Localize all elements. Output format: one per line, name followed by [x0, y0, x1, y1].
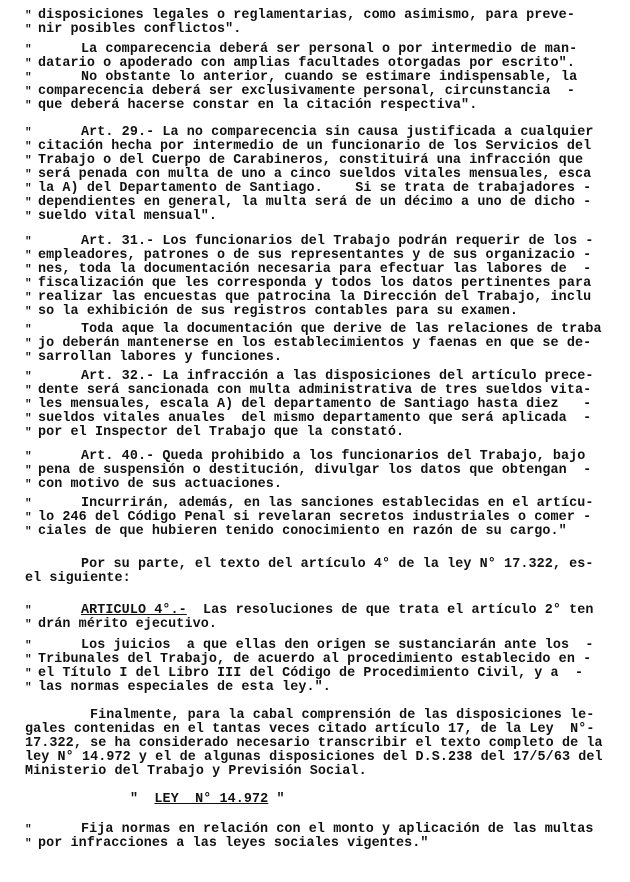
- line-text: [38, 618, 217, 632]
- line-text: [38, 681, 331, 695]
- quote-mark: ": [25, 399, 32, 411]
- line-content: nes, toda la documentación necesaria para efectuar las labores de -: [38, 262, 592, 277]
- line-text: [81, 43, 577, 57]
- line-content: fiscalización que les corresponda y todos los datos pertinentes para: [38, 276, 592, 291]
- line-content: gales contenidas en el tantas veces citado artículo 17, de la Ley N°-: [25, 722, 595, 737]
- line-text: [38, 57, 575, 71]
- quote-mark: ": [25, 824, 32, 836]
- quote-mark: ": [25, 654, 32, 666]
- quote-mark: ": [25, 236, 32, 248]
- line-content: el siguiente:: [25, 571, 131, 586]
- quote-mark: ": [25, 526, 32, 538]
- quote-mark: ": [25, 371, 32, 383]
- quote-mark: ": [25, 278, 32, 290]
- quote-mark: ": [25, 338, 32, 350]
- line-text: [38, 478, 282, 492]
- line-text: [25, 572, 131, 586]
- quote-mark: ": [25, 10, 32, 22]
- quote-mark: ": [25, 324, 32, 336]
- line-text: [38, 305, 518, 319]
- line-content: con motivo de sus actuaciones.: [38, 477, 283, 492]
- line-text: [81, 450, 585, 464]
- quote-mark: ": [25, 292, 32, 304]
- line-text: [81, 323, 602, 337]
- quote-mark: ": [25, 619, 32, 631]
- line-content: comparecencia deberá ser exclusivamente personal, circunstancia -: [38, 84, 575, 99]
- line-text: [38, 168, 591, 182]
- line-content: ciales de que hubieren tenido conocimiento en razón de su cargo.": [38, 524, 567, 539]
- line-text: [38, 249, 591, 263]
- quote-mark: ": [25, 100, 32, 112]
- line-text: [38, 837, 429, 851]
- line-content: Incurrirán, además, en las sanciones establecidas en el artícu-: [81, 496, 594, 511]
- quote-mark: ": [25, 155, 32, 167]
- line-content: datario o apoderado con amplias facultades otorgadas por escrito".: [38, 56, 575, 71]
- line-prefix: ": [130, 792, 155, 807]
- line-text: [81, 71, 577, 85]
- quote-mark: ": [25, 127, 32, 139]
- line-text: [25, 723, 595, 737]
- underlined-heading: ARTICULO 4°.-: [81, 603, 187, 618]
- line-content: sarrollan labores y funciones.: [38, 350, 283, 365]
- line-content: será penada con multa de uno a cinco sueldos vitales mensuales, esca: [38, 167, 592, 182]
- line-text: [38, 85, 575, 99]
- line-text: [38, 277, 591, 291]
- quote-mark: ": [25, 352, 32, 364]
- quote-mark: ": [25, 264, 32, 276]
- quote-mark: ": [25, 24, 32, 36]
- line-text: [38, 384, 591, 398]
- line-text: [81, 639, 594, 653]
- line-text: [25, 737, 603, 751]
- line-content: 17.322, se ha considerado necesario transcribir el texto completo de la: [25, 736, 603, 751]
- line-text: [38, 291, 591, 305]
- line-content: jo deberán mantenerse en los establecimientos y faenas en que se de-: [38, 336, 592, 351]
- quote-mark: ": [25, 427, 32, 439]
- quote-mark: ": [25, 605, 32, 617]
- quote-mark: ": [25, 197, 32, 209]
- quote-mark: ": [25, 44, 32, 56]
- line-content: so la exhibición de sus registros contables para su examen.: [38, 304, 519, 319]
- line-content: disposiciones legales o reglamentarias, como asimismo, para preve-: [38, 8, 575, 23]
- line-text: [38, 337, 591, 351]
- quote-mark: ": [25, 211, 32, 223]
- underlined-heading: LEY N° 14.972: [154, 792, 269, 807]
- line-content: empleadores, patrones o de sus representantes y de sus organizacio -: [38, 248, 592, 263]
- line-content: La comparecencia deberá ser personal o por intermedio de man-: [81, 42, 578, 57]
- line-text: [81, 604, 594, 618]
- line-text: [25, 765, 367, 779]
- line-content: la A) del Departamento de Santiago. Si se trata de trabajadores -: [38, 181, 592, 196]
- line-content: que deberá hacerse constar en la citación respectiva".: [38, 98, 478, 113]
- line-content: las normas especiales de esta ley.".: [38, 680, 331, 695]
- line-text: [81, 823, 594, 837]
- line-text: [38, 653, 591, 667]
- quote-mark: ": [25, 479, 32, 491]
- line-content: sueldo vital mensual".: [38, 209, 217, 224]
- line-content: Por su parte, el texto del artículo 4° de la ley N° 17.322, es-: [81, 557, 594, 572]
- quote-mark: ": [25, 250, 32, 262]
- quote-mark: ": [25, 838, 32, 850]
- line-text: [38, 412, 591, 426]
- line-text: [38, 263, 591, 277]
- quote-mark: ": [25, 141, 32, 153]
- line-content: Trabajo o del Cuerpo de Carabineros, constituirá una infracción que: [38, 153, 584, 168]
- line-content: ley N° 14.972 y el de algunas disposiciones del D.S.238 del 17/5/63 del: [25, 750, 603, 765]
- line-text: [38, 667, 583, 681]
- quote-mark: ": [25, 306, 32, 318]
- line-text: [90, 709, 594, 723]
- line-text: [38, 351, 282, 365]
- line-text: [81, 235, 594, 249]
- quote-mark: ": [25, 498, 32, 510]
- quote-mark: ": [25, 682, 32, 694]
- quote-mark: ": [25, 183, 32, 195]
- line-text: [81, 497, 594, 511]
- quote-mark: ": [25, 668, 32, 680]
- line-content: Toda aque la documentación que derive de las relaciones de traba: [81, 322, 602, 337]
- quote-mark: ": [25, 72, 32, 84]
- line-content: por infracciones a las leyes sociales vigentes.": [38, 836, 429, 851]
- line-text: [38, 525, 567, 539]
- line-text: [38, 23, 241, 37]
- quote-mark: ": [25, 169, 32, 181]
- quote-mark: ": [25, 465, 32, 477]
- line-content: No obstante lo anterior, cuando se estimare indispensable, la: [81, 70, 578, 85]
- line-text: [38, 140, 591, 154]
- line-content: ": [268, 792, 285, 807]
- line-text: [81, 370, 594, 384]
- line-text: [38, 154, 583, 168]
- line-text: [81, 126, 594, 140]
- line-text: [130, 793, 285, 807]
- line-content: citación hecha por intermedio de un funcionario de los Servicios del: [38, 139, 592, 154]
- line-content: Ministerio del Trabajo y Previsión Social.: [25, 764, 367, 779]
- line-content: realizar las encuestas que patrocina la Dirección del Trabajo, inclu: [38, 290, 592, 305]
- line-content: Fija normas en relación con el monto y aplicación de las multas: [81, 822, 594, 837]
- line-content: dente será sancionada con multa administrativa de tres sueldos vita-: [38, 383, 592, 398]
- line-content: pena de suspensión o destitución, divulgar los datos que obtengan -: [38, 463, 592, 478]
- line-content: sueldos vitales anuales del mismo departamento que será aplicada -: [38, 411, 592, 426]
- line-content: Art. 40.- Queda prohibido a los funcionarios del Trabajo, bajo: [81, 449, 586, 464]
- line-text: [38, 464, 591, 478]
- quote-mark: ": [25, 58, 32, 70]
- line-content: Art. 31.- Los funcionarios del Trabajo podrán requerir de los -: [81, 234, 594, 249]
- quote-mark: ": [25, 413, 32, 425]
- line-text: [38, 511, 591, 525]
- line-content: Finalmente, para la cabal comprensión de las disposiciones le-: [90, 708, 595, 723]
- line-content: Art. 29.- La no comparecencia sin causa justificada a cualquier: [81, 125, 594, 140]
- quote-mark: ": [25, 451, 32, 463]
- line-content: lo 246 del Código Penal si revelaran secretos industriales o comer -: [38, 510, 592, 525]
- quote-mark: ": [25, 86, 32, 98]
- line-content: dependientes en general, la multa será de un décimo a uno de dicho -: [38, 195, 592, 210]
- line-content: Los juicios a que ellas den origen se sustanciarán ante los -: [81, 638, 594, 653]
- line-content: les mensuales, escala A) del departamento de Santiago hasta diez -: [38, 397, 592, 412]
- quote-mark: ": [25, 385, 32, 397]
- line-content: por el Inspector del Trabajo que la constató.: [38, 425, 405, 440]
- line-text: [25, 751, 603, 765]
- line-content: drán mérito ejecutivo.: [38, 617, 217, 632]
- line-text: [38, 9, 575, 23]
- line-content: nir posibles conflictos".: [38, 22, 242, 37]
- quote-mark: ": [25, 512, 32, 524]
- line-text: [38, 196, 591, 210]
- line-content: el Título I del Libro III del Código de Procedimiento Civil, y a -: [38, 666, 584, 681]
- line-text: [38, 182, 591, 196]
- line-text: [81, 558, 594, 572]
- line-text: [38, 398, 591, 412]
- line-text: [38, 99, 477, 113]
- quote-mark: ": [25, 640, 32, 652]
- line-content: Tribunales del Trabajo, de acuerdo al procedimiento establecido en -: [38, 652, 592, 667]
- line-text: [38, 210, 217, 224]
- line-content: Las resoluciones de que trata el artículo 2° ten: [186, 603, 594, 618]
- line-content: Art. 32.- La infracción a las disposiciones del artículo prece-: [81, 369, 594, 384]
- line-text: [38, 426, 404, 440]
